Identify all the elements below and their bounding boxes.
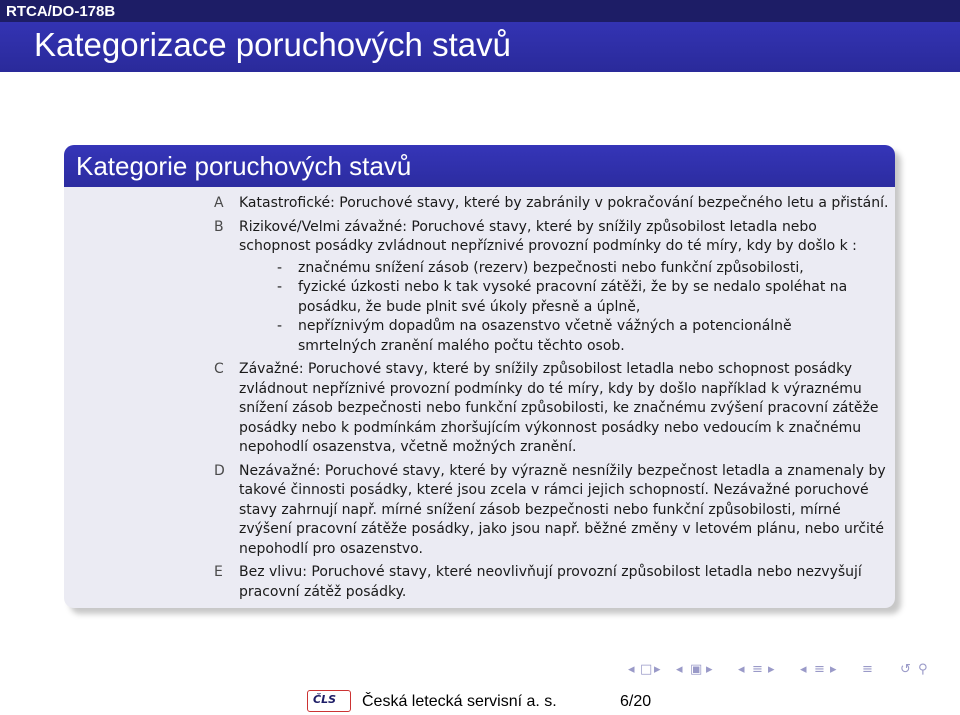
item-letter: A: [214, 195, 224, 211]
item-body: [239, 218, 889, 357]
footer: [0, 689, 960, 715]
frame-title-bar: [0, 22, 960, 72]
nav-next-slide-icon[interactable]: ▸: [654, 662, 661, 677]
nav-next-frame-icon[interactable]: ▸: [706, 662, 713, 677]
list-item-a: [64, 194, 895, 214]
list-item-b: [64, 218, 895, 357]
sub-list-item: [239, 278, 858, 317]
presentation-header: [0, 0, 960, 22]
nav-prev-section-icon[interactable]: ◂: [800, 662, 807, 677]
nav-search-icon[interactable]: ⚲: [918, 662, 928, 677]
nav-menu-icon[interactable]: ≡: [862, 662, 873, 677]
item-text: Rizikové/Velmi závažné: Poruchové stavy, které by snížily způsobilost letadla nebo schopnost posádky zvládnout nepříznivé provozní podmínky do té míry, kdy by došlo k :: [239, 218, 857, 254]
nav-back-icon[interactable]: ↺: [900, 662, 911, 677]
item-letter: B: [214, 218, 224, 235]
presentation-short-title: RTCA/DO-178B: [6, 3, 116, 20]
nav-prev-subsection-icon[interactable]: ◂: [738, 662, 745, 677]
item-letter: E: [214, 564, 223, 580]
sub-list: [239, 259, 889, 357]
page-number: 6/20: [620, 693, 652, 710]
nav-prev-frame-icon[interactable]: ◂: [676, 662, 683, 677]
frame-icon[interactable]: ▣: [690, 662, 703, 677]
section-icon[interactable]: ≡: [814, 662, 825, 677]
block-body: [64, 145, 895, 608]
content-block: [64, 145, 895, 608]
dash-marker: -: [277, 318, 283, 334]
nav-next-section-icon[interactable]: ▸: [830, 662, 837, 677]
category-list: [64, 194, 895, 606]
block-title-bar: [64, 145, 895, 187]
sub-list-item: [239, 317, 858, 356]
item-text: Nezávažné: Poruchové stavy, které by výrazně nesnížily bezpečnost letadla a znamenaly by takové činnosti posádky, které jsou zcela v rámci jejich schopností. Nezávažné poruchové stavy zahrnují např. mírné snížení zásob bezpečnosti nebo funkční způsobilosti, mírné zvýšení pracovní zátěže posádky, jako jsou např. běžné změny v letovém plánu, nebo určité nepohodlí pro osazenstvo.: [239, 462, 886, 557]
navigation-bar: [628, 662, 958, 682]
list-item-c: [64, 360, 895, 458]
logo-text: ČLS: [313, 693, 337, 706]
sub-item-text: nepříznivým dopadům na osazenstvo včetně vážných a potencionálně smrtelných zranění malého počtu těchto osob.: [298, 318, 792, 354]
item-text: Katastrofické: Poruchové stavy, které by zabránily v pokračování bezpečného letu a přistání.: [239, 195, 889, 211]
list-item-e: [64, 563, 895, 602]
item-letter: C: [214, 361, 224, 377]
item-text: Bez vlivu: Poruchové stavy, které neovlivňují provozní způsobilost letadla nebo nezvyšují pracovní zátěž posádky.: [239, 564, 862, 600]
dash-marker: -: [277, 279, 283, 295]
item-text: Závažné: Poruchové stavy, které by snížily způsobilost letadla nebo schopnost posádky zvládnout nepříznivé provozní podmínky do té míry, kdy by došlo například k výraznému snížení zásob bezpečnosti nebo funkční způsobilosti, ke značnému zvýšení pracovní zátěže posádky nebo k podmínkám zhoršujícím výkonnost posádky nebo vedoucím k značnému nepohodlí osazenstva, včetně možných zranění.: [239, 361, 879, 455]
slide-icon[interactable]: □: [640, 662, 653, 677]
company-name: Česká letecká servisní a. s.: [362, 693, 557, 710]
sub-list-item: [239, 259, 858, 279]
subsection-icon[interactable]: ≡: [752, 662, 763, 677]
dash-marker: -: [277, 259, 283, 276]
nav-next-subsection-icon[interactable]: ▸: [768, 662, 775, 677]
block-title: Kategorie poruchových stavů: [76, 151, 412, 181]
company-logo: [307, 690, 351, 712]
item-letter: D: [214, 462, 225, 479]
sub-item-text: značnému snížení zásob (rezerv) bezpečnosti nebo funkční způsobilosti,: [298, 259, 804, 276]
nav-prev-slide-icon[interactable]: ◂: [628, 662, 635, 677]
list-item-d: [64, 462, 895, 560]
frame-title: Kategorizace poruchových stavů: [34, 26, 511, 63]
sub-item-text: fyzické úzkosti nebo k tak vysoké pracovní zátěži, že by se nedalo spoléhat na posádku, že bude plnit své úkoly přesně a úplně,: [298, 279, 848, 315]
